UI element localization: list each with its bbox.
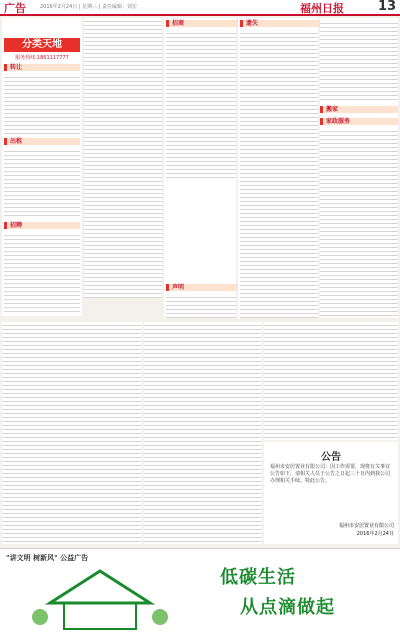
listing-block xyxy=(166,294,236,318)
announcement-title: 公告 xyxy=(321,452,341,463)
cat-moving: 搬家 xyxy=(320,106,398,113)
cat-transfer: 转让 xyxy=(4,64,80,71)
page-header xyxy=(0,0,400,16)
cat-housekeeping: 家政服务 xyxy=(320,118,398,125)
listing-block xyxy=(166,30,236,180)
public-service-banner xyxy=(0,548,400,635)
date-line: 2016年2月24日 | 星期三 | 责任编辑：刘宏 xyxy=(40,4,137,10)
cat-lost: 遗失 xyxy=(240,20,320,27)
cat-invest: 招商 xyxy=(166,20,238,27)
classified-column-2 xyxy=(84,18,162,298)
announcement-box xyxy=(264,442,398,544)
cat-notice: 声明 xyxy=(166,284,238,291)
banner-subtitle: 从点滴做起 xyxy=(240,597,335,618)
classified-column-3 xyxy=(164,18,236,318)
house-illustration-icon xyxy=(20,567,180,631)
section-label: 广告 xyxy=(4,2,26,15)
hotline: 服务热线:1861117777 xyxy=(15,55,69,61)
newspaper-brand: 福州日报 xyxy=(300,2,344,15)
announcement-date: 2016年2月24日 xyxy=(356,531,394,537)
listing-block xyxy=(320,128,398,318)
listing-block xyxy=(240,30,318,318)
banner-title: 低碳生活 xyxy=(220,567,296,588)
announcement-body: 福州市安居置业有限公司：因工作需要，现将有关事宜公告如下，请相关人员于公告之日起三十日内到我公司办理相关手续。特此公告。 xyxy=(270,464,391,484)
notice-column-2 xyxy=(144,322,262,544)
classified-column-4 xyxy=(238,18,318,318)
page-number: 13 xyxy=(378,0,397,14)
classified-column-1 xyxy=(2,18,82,316)
cat-recruit: 招聘 xyxy=(4,222,80,229)
listing-block xyxy=(4,148,80,218)
notice-column-1 xyxy=(2,322,142,544)
banner-slogan: "讲文明 树新风" 公益广告 xyxy=(6,554,89,562)
listing-block xyxy=(320,20,398,100)
notice-column-3 xyxy=(264,322,398,440)
classified-title: 分类天地 xyxy=(4,38,80,52)
announcement-signer: 福州市安居置业有限公司 xyxy=(338,523,394,529)
classified-column-5 xyxy=(320,18,398,318)
listing-block xyxy=(4,74,80,134)
listing-block xyxy=(4,232,80,312)
cat-rent: 出租 xyxy=(4,138,80,145)
